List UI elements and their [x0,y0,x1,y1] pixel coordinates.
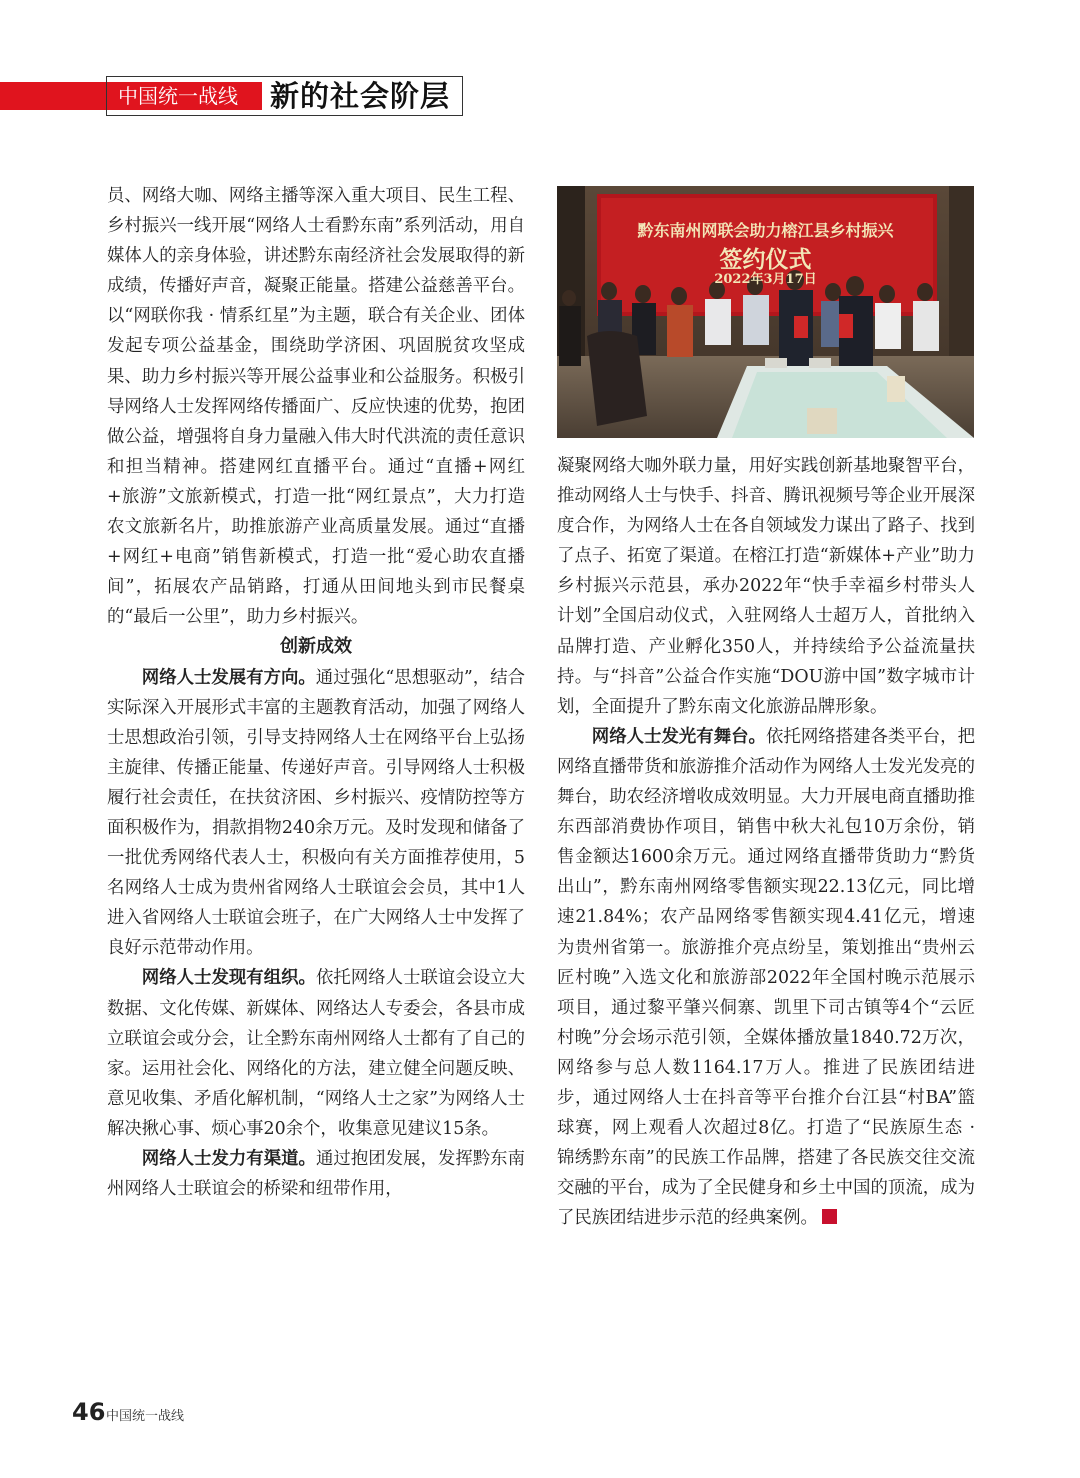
paragraph-body: 依托网络搭建各类平台，把网络直播带货和旅游推介活动作为网络人士发光发亮的舞台，助农经济增收成效明显。大力开展电商直播助推东西部消费协作项目，销售中秋大礼包10万余份，销售金额达1600余万元。通过网络直播带货助力“黔货出山”，黔东南州网络零售额实现22.13亿元，同比增速21.84%；农产品网络零售额实现4.41亿元，增速为贵州省第一。旅游推介亮点纷呈，策划推出“贵州云匠村晚”入选文化和旅游部2022年全国村晚示范展示项目，通过黎平肇兴侗寨、凯里下司古镇等4个“云匠村晚”分会场示范引领，全媒体播放量1840.72万次，网络参与总人数1164.17万人。推进了民族团结进步，通过网络人士在抖音等平台推介台江县“村BA”篮球赛，网上观看人次超过8亿。打造了“民族原生态 · 锦绣黔东南”的民族工作品牌，搭建了各民族交往交流交融的平台，成为了全民健身和乡土中国的顶流，成为了民族团结进步示范的经典案例。 [557,726,975,1229]
right-paragraph-1: 凝聚网络大咖外联力量，用好实践创新基地聚智平台，推动网络人士与快手、抖音、腾讯视频号等企业开展深度合作，为网络人士在各自领域发力谋出了路子、找到了点子、拓宽了渠道。在榕江打造“新媒体+产业”助力乡村振兴示范县，承办2022年“快手幸福乡村带头人计划”全国启动仪式，入驻网络人士超万人，首批纳入品牌打造、产业孵化350人，并持续给予公益流量扶持。与“抖音”公益合作实施“DOU游中国”数字城市计划，全面提升了黔东南文化旅游品牌形象。 [557,456,975,717]
paragraph-body: 通过抱团发展，发挥黔东南州网络人士联谊会的桥梁和纽带作用， [107,1149,525,1200]
left-paragraph-3 [107,963,525,1144]
right-column [557,451,975,1233]
paragraph-lead: 网络人士发现有组织。 [141,968,316,989]
left-paragraph-1: 员、网络大咖、网络主播等深入重大项目、民生工程、乡村振兴一线开展“网络人士看黔东南”系列活动，用自媒体人的亲身体验，讲述黔东南经济社会发展取得的新成绩，传播好声音，凝聚正能量。搭建公益慈善平台。以“网联你我 · 情系红星”为主题，联合有关企业、团体发起专项公益基金，围绕助学济困、巩固脱贫攻坚成果、助力乡村振兴等开展公益事业和公益服务。积极引导网络人士发挥网络传播面广、反应快速的优势，抱团做公益，增强将自身力量融入伟大时代洪流的责任意识和担当精神。搭建网红直播平台。通过“直播+网红+旅游”文旅新模式，打造一批“网红景点”，大力打造农文旅新名片，助推旅游产业高质量发展。通过“直播+网红+电商”销售新模式，打造一批“爱心助农直播间”，拓展农产品销路，打通从田间地头到市民餐桌的“最后一公里”，助力乡村振兴。 [107,186,525,628]
banner-title: 黔东南州网联会助力榕江县乡村振兴 [637,221,894,240]
section-heading: 创新成效 [280,636,352,658]
paragraph-body: 通过强化“思想驱动”，结合实际深入开展形式丰富的主题教育活动，加强了网络人士思想政治引领，引导支持网络人士在网络平台上弘扬主旋律、传播正能量、传递好声音。引导网络人士积极履行社会责任，在扶贫济困、乡村振兴、疫情防控等方面积极作为，捐款捐物240余万元。及时发现和储备了一批优秀网络代表人士，积极向有关方面推荐使用，5名网络人士成为贵州省网络人士联谊会会员，其中1人进入省网络人士联谊会班子，在广大网络人士中发挥了良好示范带动作用。 [107,667,525,959]
left-column [107,181,525,1204]
left-paragraph-2 [107,663,525,964]
paragraph-lead: 网络人士发力有渠道。 [141,1149,316,1169]
signing-ceremony-photo [557,186,974,438]
header-section-name: 中国统一战线 [118,84,238,108]
banner-date: 2022年3月17日 [714,272,817,287]
banner-subtitle: 签约仪式 [719,246,812,273]
page-number: 46 [72,1398,106,1426]
publication-name: 中国统一战线 [106,1409,185,1424]
left-paragraph-4 [107,1144,525,1204]
paragraph-lead: 网络人士发光有舞台。 [591,726,766,747]
paragraph-lead: 网络人士发展有方向。 [141,667,316,688]
article-end-mark [822,1209,837,1224]
header-topic-title: 新的社会阶层 [270,79,451,113]
right-paragraph-2 [557,722,975,1234]
paragraph-body: 依托网络人士联谊会设立大数据、文化传媒、新媒体、网络达人专委会，各县市成立联谊会或分会，让全黔东南州网络人士都有了自己的家。运用社会化、网络化的方法，建立健全问题反映、意见收集、矛盾化解机制，“网络人士之家”为网络人士解决揪心事、烦心事20余个，收集意见建议15条。 [107,968,525,1139]
